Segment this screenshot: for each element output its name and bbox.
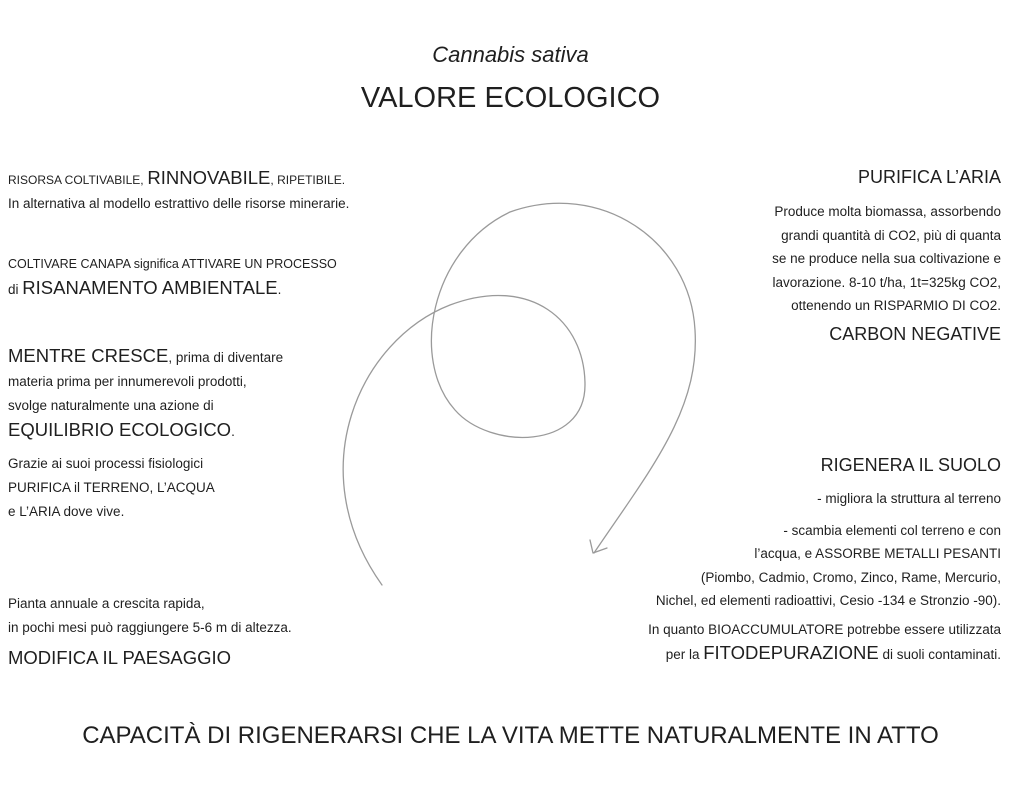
soil-line-5: Nichel, ed elementi radioattivi, Cesio -134 e Stronzio -90). xyxy=(655,593,1001,608)
physiology-text: Grazie ai suoi processi fisiologici xyxy=(8,456,204,471)
cultivation-text: COLTIVARE CANAPA significa ATTIVARE UN PROCESSO xyxy=(8,257,337,271)
air-line-2: grandi quantità di CO2, più di quanta xyxy=(781,227,1001,243)
page-subtitle: Cannabis sativa xyxy=(432,42,589,67)
alternative-text: In alternativa al modello estrattivo delle risorse minerarie. xyxy=(8,196,350,211)
per-la-text: per la xyxy=(665,647,700,662)
air-line-3: se ne produce nella sua coltivazione e xyxy=(772,251,1001,266)
soil-line-1: - migliora la struttura al terreno xyxy=(817,491,1001,506)
purification-block xyxy=(8,452,215,524)
air-block xyxy=(772,200,1001,318)
soil-line-4: (Piombo, Cadmio, Cromo, Zinco, Rame, Mercurio, xyxy=(700,569,1001,585)
air-line-1: Produce molta biomassa, assorbendo xyxy=(774,204,1001,219)
air-line-5: ottenendo un RISPARMIO DI CO2. xyxy=(791,298,1001,313)
growth-block xyxy=(8,344,283,444)
renewable-emphasis: RINNOVABILE xyxy=(147,167,271,188)
balance-emphasis: EQUILIBRIO ECOLOGICO xyxy=(8,419,232,440)
renewable-resource-block xyxy=(8,166,349,216)
raw-material-text: materia prima per innumerevoli prodotti, xyxy=(8,374,247,389)
period-text: . xyxy=(231,424,235,439)
contaminated-soils-text: di suoli contaminati. xyxy=(882,647,1001,662)
soil-heading: RIGENERA IL SUOLO xyxy=(820,455,1001,475)
footer-statement: CAPACITÀ DI RIGENERARSI CHE LA VITA METTE NATURALMENTE IN ATTO xyxy=(82,722,939,749)
height-text: in pochi mesi può raggiungere 5-6 m di altezza. xyxy=(8,620,292,635)
spiral-stroke xyxy=(343,203,695,585)
soil-line-6: In quanto BIOACCUMULATORE potrebbe essere utilizzata xyxy=(648,621,1001,637)
page-title: VALORE ECOLOGICO xyxy=(360,82,661,114)
phytodepuration-emphasis: FITODEPURAZIONE xyxy=(703,642,879,663)
landscape-block xyxy=(8,592,292,670)
air-text: e L’ARIA dove vive. xyxy=(8,504,125,519)
air-heading: PURIFICA L’ARIA xyxy=(857,167,1001,187)
carbon-negative-heading: CARBON NEGATIVE xyxy=(829,324,1001,344)
landscape-heading: MODIFICA IL PAESAGGIO xyxy=(8,647,232,668)
soil-line-3: l’acqua, e ASSORBE METALLI PESANTI xyxy=(754,546,1001,561)
cultivation-block xyxy=(8,252,337,302)
air-line-4: lavorazione. 8-10 t/ha, 1t=325kg CO2, xyxy=(772,274,1001,290)
action-text: svolge naturalmente una azione di xyxy=(8,398,214,413)
purifies-text: PURIFICA il TERRENO, L’ACQUA xyxy=(8,480,215,495)
soil-block xyxy=(648,487,1001,667)
remediation-emphasis: RISANAMENTO AMBIENTALE xyxy=(22,277,278,298)
di-text: di xyxy=(8,282,19,297)
period-text: . xyxy=(277,282,282,297)
soil-line-2: - scambia elementi col terreno e con xyxy=(783,522,1001,538)
annual-plant-text: Pianta annuale a crescita rapida, xyxy=(8,596,205,611)
growing-emphasis: MENTRE CRESCE xyxy=(8,345,169,366)
growing-text: , prima di diventare xyxy=(168,350,284,365)
resource-text: RISORSA COLTIVABILE, xyxy=(8,173,144,187)
repeatable-text: , RIPETIBILE. xyxy=(270,173,346,187)
